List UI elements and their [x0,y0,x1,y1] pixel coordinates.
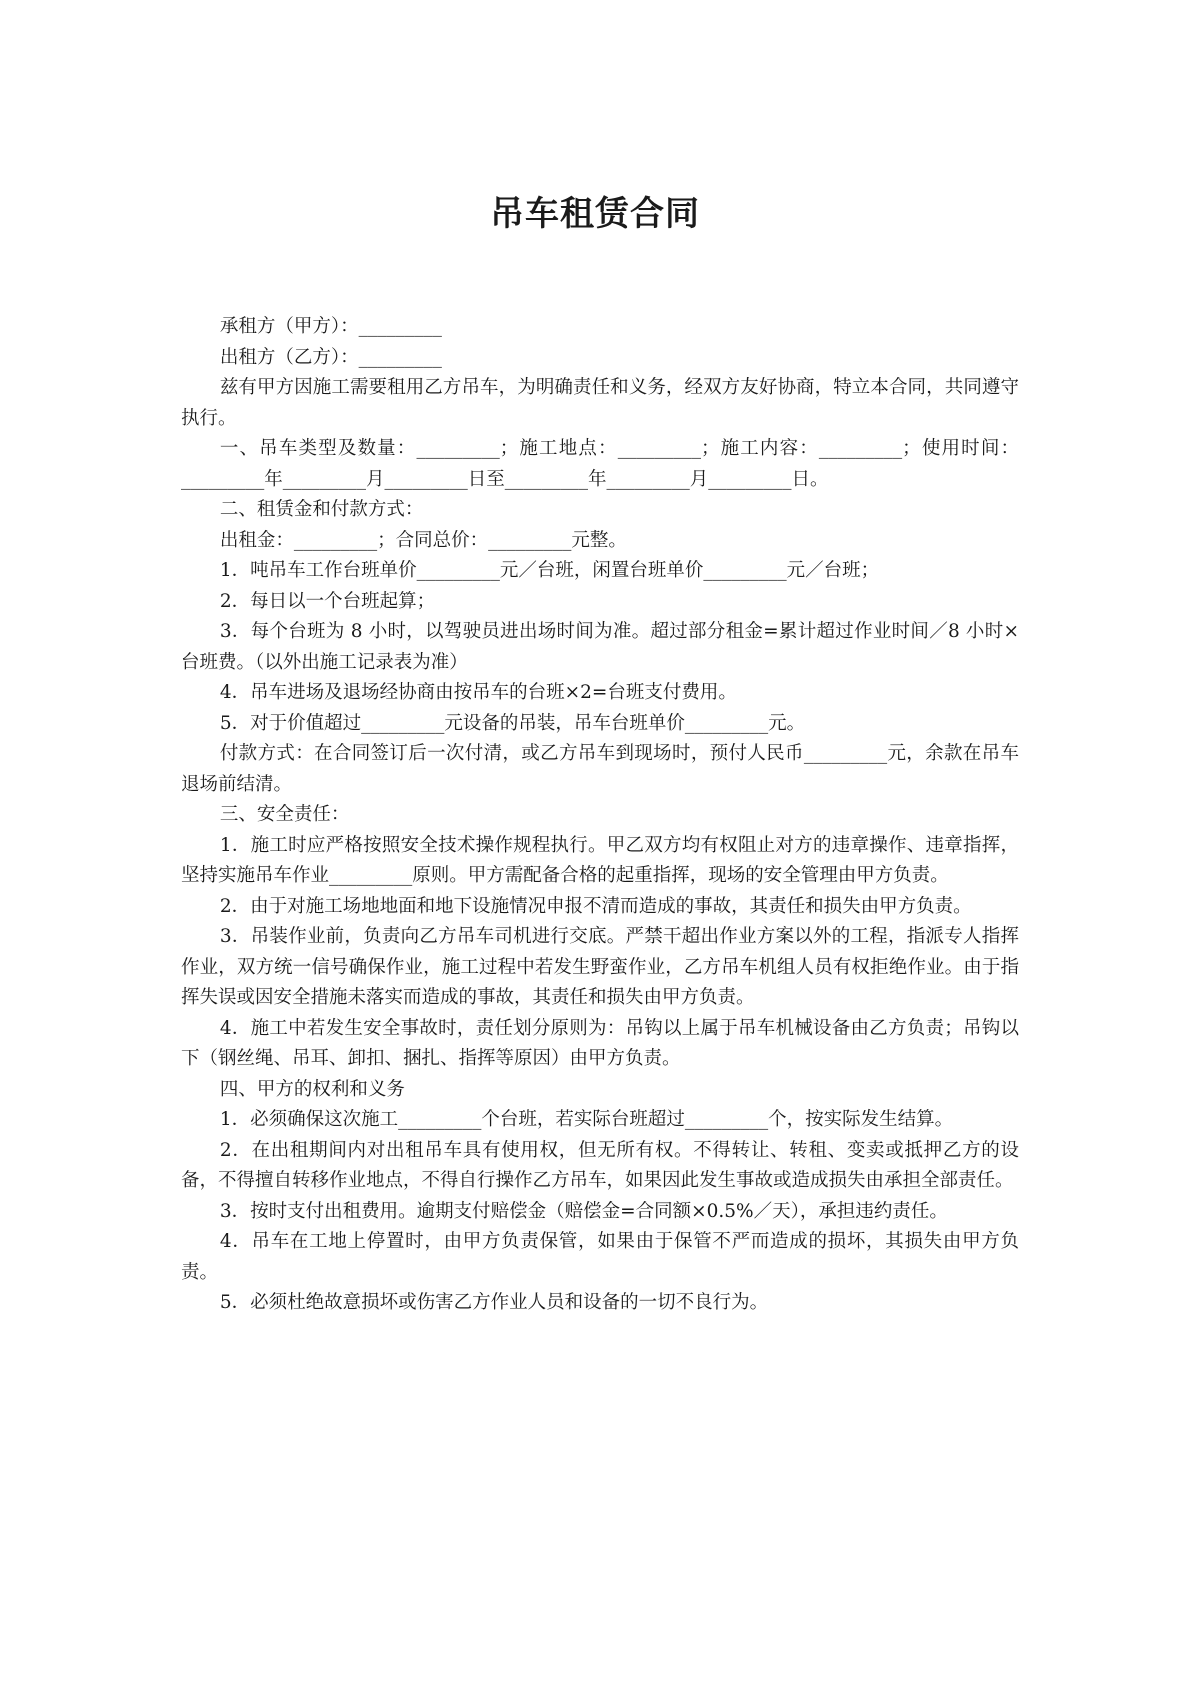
payment-method: 付款方式：在合同签订后一次付清，或乙方吊车到现场时，预付人民币_________元，余款在吊车退场前结清。 [181,743,1019,795]
safety-item-1: 1．施工时应严格按照安全技术操作规程执行。甲乙双方均有权阻止对方的违章操作、违章指挥，坚持实施吊车作业_________原则。甲方需配备合格的起重指挥，现场的安全管理由甲方负责。 [181,834,1019,886]
safety-item-2: 2．由于对施工场地地面和地下设施情况申报不清而造成的事故，其责任和损失由甲方负责。 [219,895,972,917]
rent-item-3: 3．每个台班为 8 小时，以驾驶员进出场时间为准。超过部分租金=累计超过作业时间／8 小时×台班费。（以外出施工记录表为准） [181,621,1019,673]
document-title: 吊车租赁合同 [490,194,700,234]
preamble: 兹有甲方因施工需要租用乙方吊车，为明确责任和义务，经双方友好协商，特立本合同，共同遵守执行。 [181,377,1019,429]
party-a-duty-2: 2．在出租期间内对出租吊车具有使用权，但无所有权。不得转让、转租、变卖或抵押乙方的设备，不得擅自转移作业地点，不得自行操作乙方吊车，如果因此发生事故或造成损失由承担全部责任。 [181,1139,1019,1191]
contract-body [181,312,1019,1319]
party-a-duty-5: 5．必须杜绝故意损坏或伤害乙方作业人员和设备的一切不良行为。 [219,1292,769,1313]
party-b-line: 出租方（乙方）：_________ [219,346,442,368]
section-2-heading: 二、租赁金和付款方式： [219,499,424,520]
section-3-heading: 三、安全责任： [219,804,350,825]
section-4-heading: 四、甲方的权利和义务 [219,1078,405,1100]
party-a-line: 承租方（甲方）：_________ [219,316,442,337]
party-a-duty-1: 1．必须确保这次施工_________个台班，若实际台班超过_________个，按实际发生结算。 [219,1109,954,1130]
rent-item-1: 1．吨吊车工作台班单价_________元／台班，闲置台班单价_________元／台班； [219,560,880,581]
party-a-duty-4: 4．吊车在工地上停置时，由甲方负责保管，如果由于保管不严而造成的损坏，其损失由甲方负责。 [181,1231,1019,1283]
party-a-duty-3: 3．按时支付出租费用。逾期支付赔偿金（赔偿金=合同额×0.5%／天），承担违约责任。 [219,1200,948,1222]
rent-item-2: 2．每日以一个台班起算； [219,590,436,612]
rent-item-5: 5．对于价值超过_________元设备的吊装，吊车台班单价_________元。 [219,712,806,734]
rent-total-line: 出租金：_________；合同总价：_________元整。 [219,529,627,551]
rent-item-4: 4．吊车进场及退场经协商由按吊车的台班×2=台班支付费用。 [219,682,737,703]
clause-1-crane-type: 一、吊车类型及数量：_________；施工地点：_________；施工内容：_________；使用时间：_________年_________月_________日至_________年_________月_________日。 [181,438,1019,490]
safety-item-4: 4．施工中若发生安全事故时，责任划分原则为：吊钩以上属于吊车机械设备由乙方负责；吊钩以下（钢丝绳、吊耳、卸扣、捆扎、指挥等原因）由甲方负责。 [181,1017,1019,1069]
safety-item-3: 3．吊装作业前，负责向乙方吊车司机进行交底。严禁干超出作业方案以外的工程，指派专人指挥作业，双方统一信号确保作业，施工过程中若发生野蛮作业，乙方吊车机组人员有权拒绝作业。由于指挥失误或因安全措施未落实而造成的事故，其责任和损失由甲方负责。 [181,926,1019,1008]
